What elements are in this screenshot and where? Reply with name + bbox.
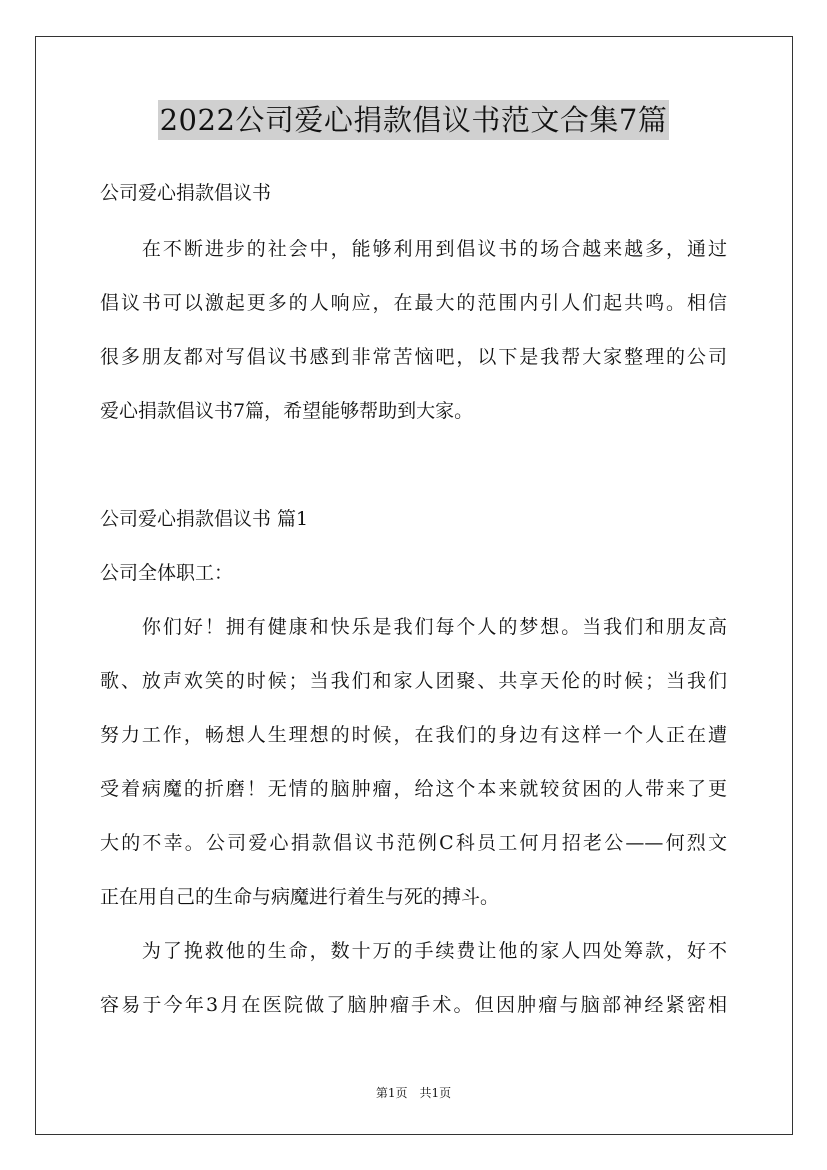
paragraph1-line-5: 大的不幸。公司爱心捐款倡议书范例C科员工何月招老公——何烈文 — [100, 832, 727, 854]
section-heading: 公司爱心捐款倡议书 篇1 — [100, 508, 309, 530]
title-container — [0, 100, 827, 140]
paragraph2-line-2: 容易于今年3月在医院做了脑肿瘤手术。但因肿瘤与脑部神经紧密相 — [100, 994, 727, 1016]
paragraph2-line-1: 为了挽救他的生命，数十万的手续费让他的家人四处筹款，好不 — [100, 940, 727, 962]
paragraph1-line-2: 歌、放声欢笑的时候；当我们和家人团聚、共享天伦的时候；当我们 — [100, 670, 727, 692]
intro-line-1: 在不断进步的社会中，能够利用到倡议书的场合越来越多，通过 — [100, 238, 727, 260]
page-footer: 第1页 共1页 — [375, 1086, 452, 1100]
intro-line-4: 爱心捐款倡议书7篇，希望能够帮助到大家。 — [100, 400, 474, 422]
paragraph1-line-1: 你们好！拥有健康和快乐是我们每个人的梦想。当我们和朋友高 — [100, 616, 727, 638]
paragraph1-line-6: 正在用自己的生命与病魔进行着生与死的搏斗。 — [100, 886, 500, 908]
intro-line-3: 很多朋友都对写倡议书感到非常苦恼吧，以下是我帮大家整理的公司 — [100, 346, 727, 368]
document-subtitle: 公司爱心捐款倡议书 — [100, 182, 272, 204]
document-title: 2022公司爱心捐款倡议书范文合集7篇 — [158, 100, 670, 140]
paragraph1-line-4: 受着病魔的折磨！无情的脑肿瘤，给这个本来就较贫困的人带来了更 — [100, 778, 727, 800]
paragraph1-line-3: 努力工作，畅想人生理想的时候，在我们的身边有这样一个人正在遭 — [100, 724, 727, 746]
salutation: 公司全体职工： — [100, 562, 234, 584]
intro-line-2: 倡议书可以激起更多的人响应，在最大的范围内引人们起共鸣。相信 — [100, 292, 727, 314]
